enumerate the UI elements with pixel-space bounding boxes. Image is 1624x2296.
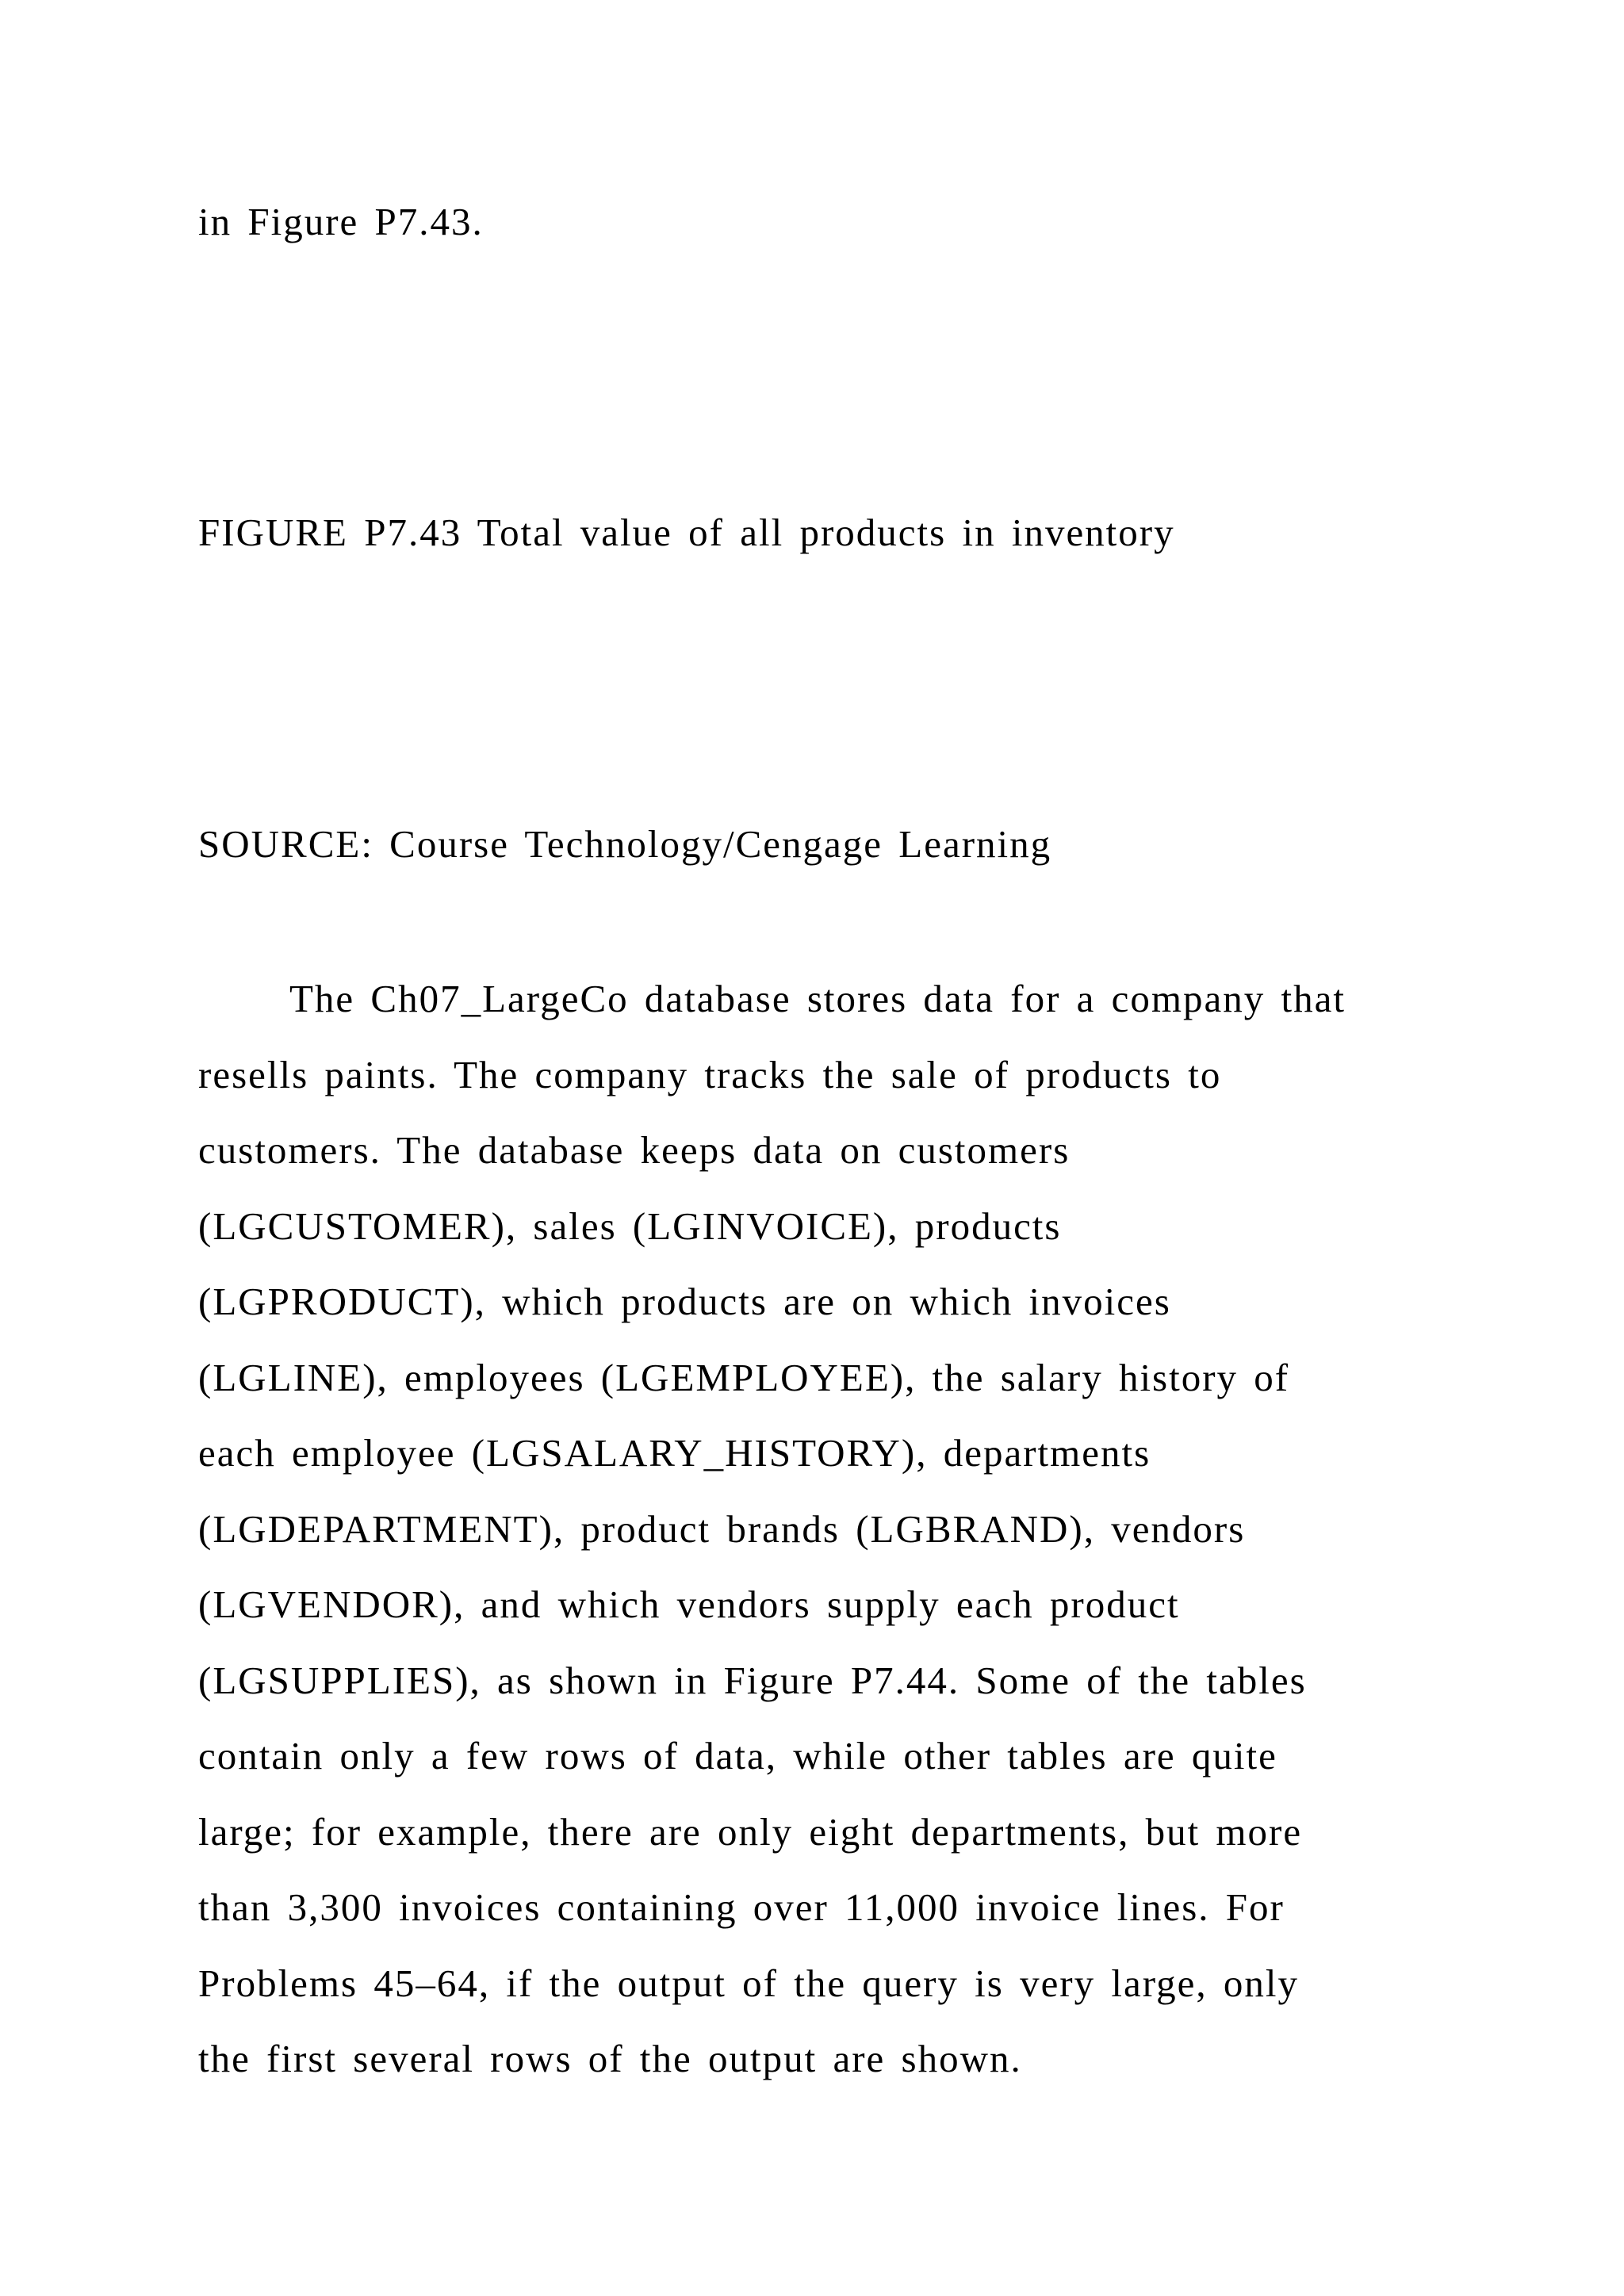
figure-caption: FIGURE P7.43 Total value of all products in inventory	[198, 511, 1175, 554]
paragraph-line: (LGLINE), employees (LGEMPLOYEE), the salary history of	[198, 1355, 1290, 1399]
paragraph-line: (LGDEPARTMENT), product brands (LGBRAND), vendors	[198, 1506, 1246, 1551]
paragraph-line: each employee (LGSALARY_HISTORY), departments	[198, 1431, 1151, 1475]
paragraph-line: customers. The database keeps data on customers	[198, 1128, 1071, 1172]
intro-line: in Figure P7.43.	[198, 200, 484, 243]
paragraph-line: resells paints. The company tracks the sale of products to	[198, 1052, 1222, 1096]
paragraph-line: contain only a few rows of data, while other tables are quite	[198, 1734, 1277, 1777]
paragraph-line: (LGVENDOR), and which vendors supply each product	[198, 1582, 1180, 1626]
paragraph-line: the first several rows of the output are shown.	[198, 2037, 1022, 2080]
paragraph-line: (LGCUSTOMER), sales (LGINVOICE), products	[198, 1203, 1062, 1248]
paragraph-line: (LGSUPPLIES), as shown in Figure P7.44. Some of the tables	[198, 1658, 1307, 1702]
paragraph-line: (LGPRODUCT), which products are on which invoices	[198, 1280, 1171, 1323]
paragraph-line: The Ch07_LargeCo database stores data for a company that	[289, 977, 1346, 1020]
paragraph-line: than 3,300 invoices containing over 11,000 invoice lines. For	[198, 1885, 1285, 1929]
paragraph-line: Problems 45–64, if the output of the query is very large, only	[198, 1961, 1300, 2005]
source-line: SOURCE: Course Technology/Cengage Learning	[198, 822, 1052, 866]
body-paragraph	[198, 975, 1346, 2111]
paragraph-line: large; for example, there are only eight departments, but more	[198, 1809, 1303, 1854]
